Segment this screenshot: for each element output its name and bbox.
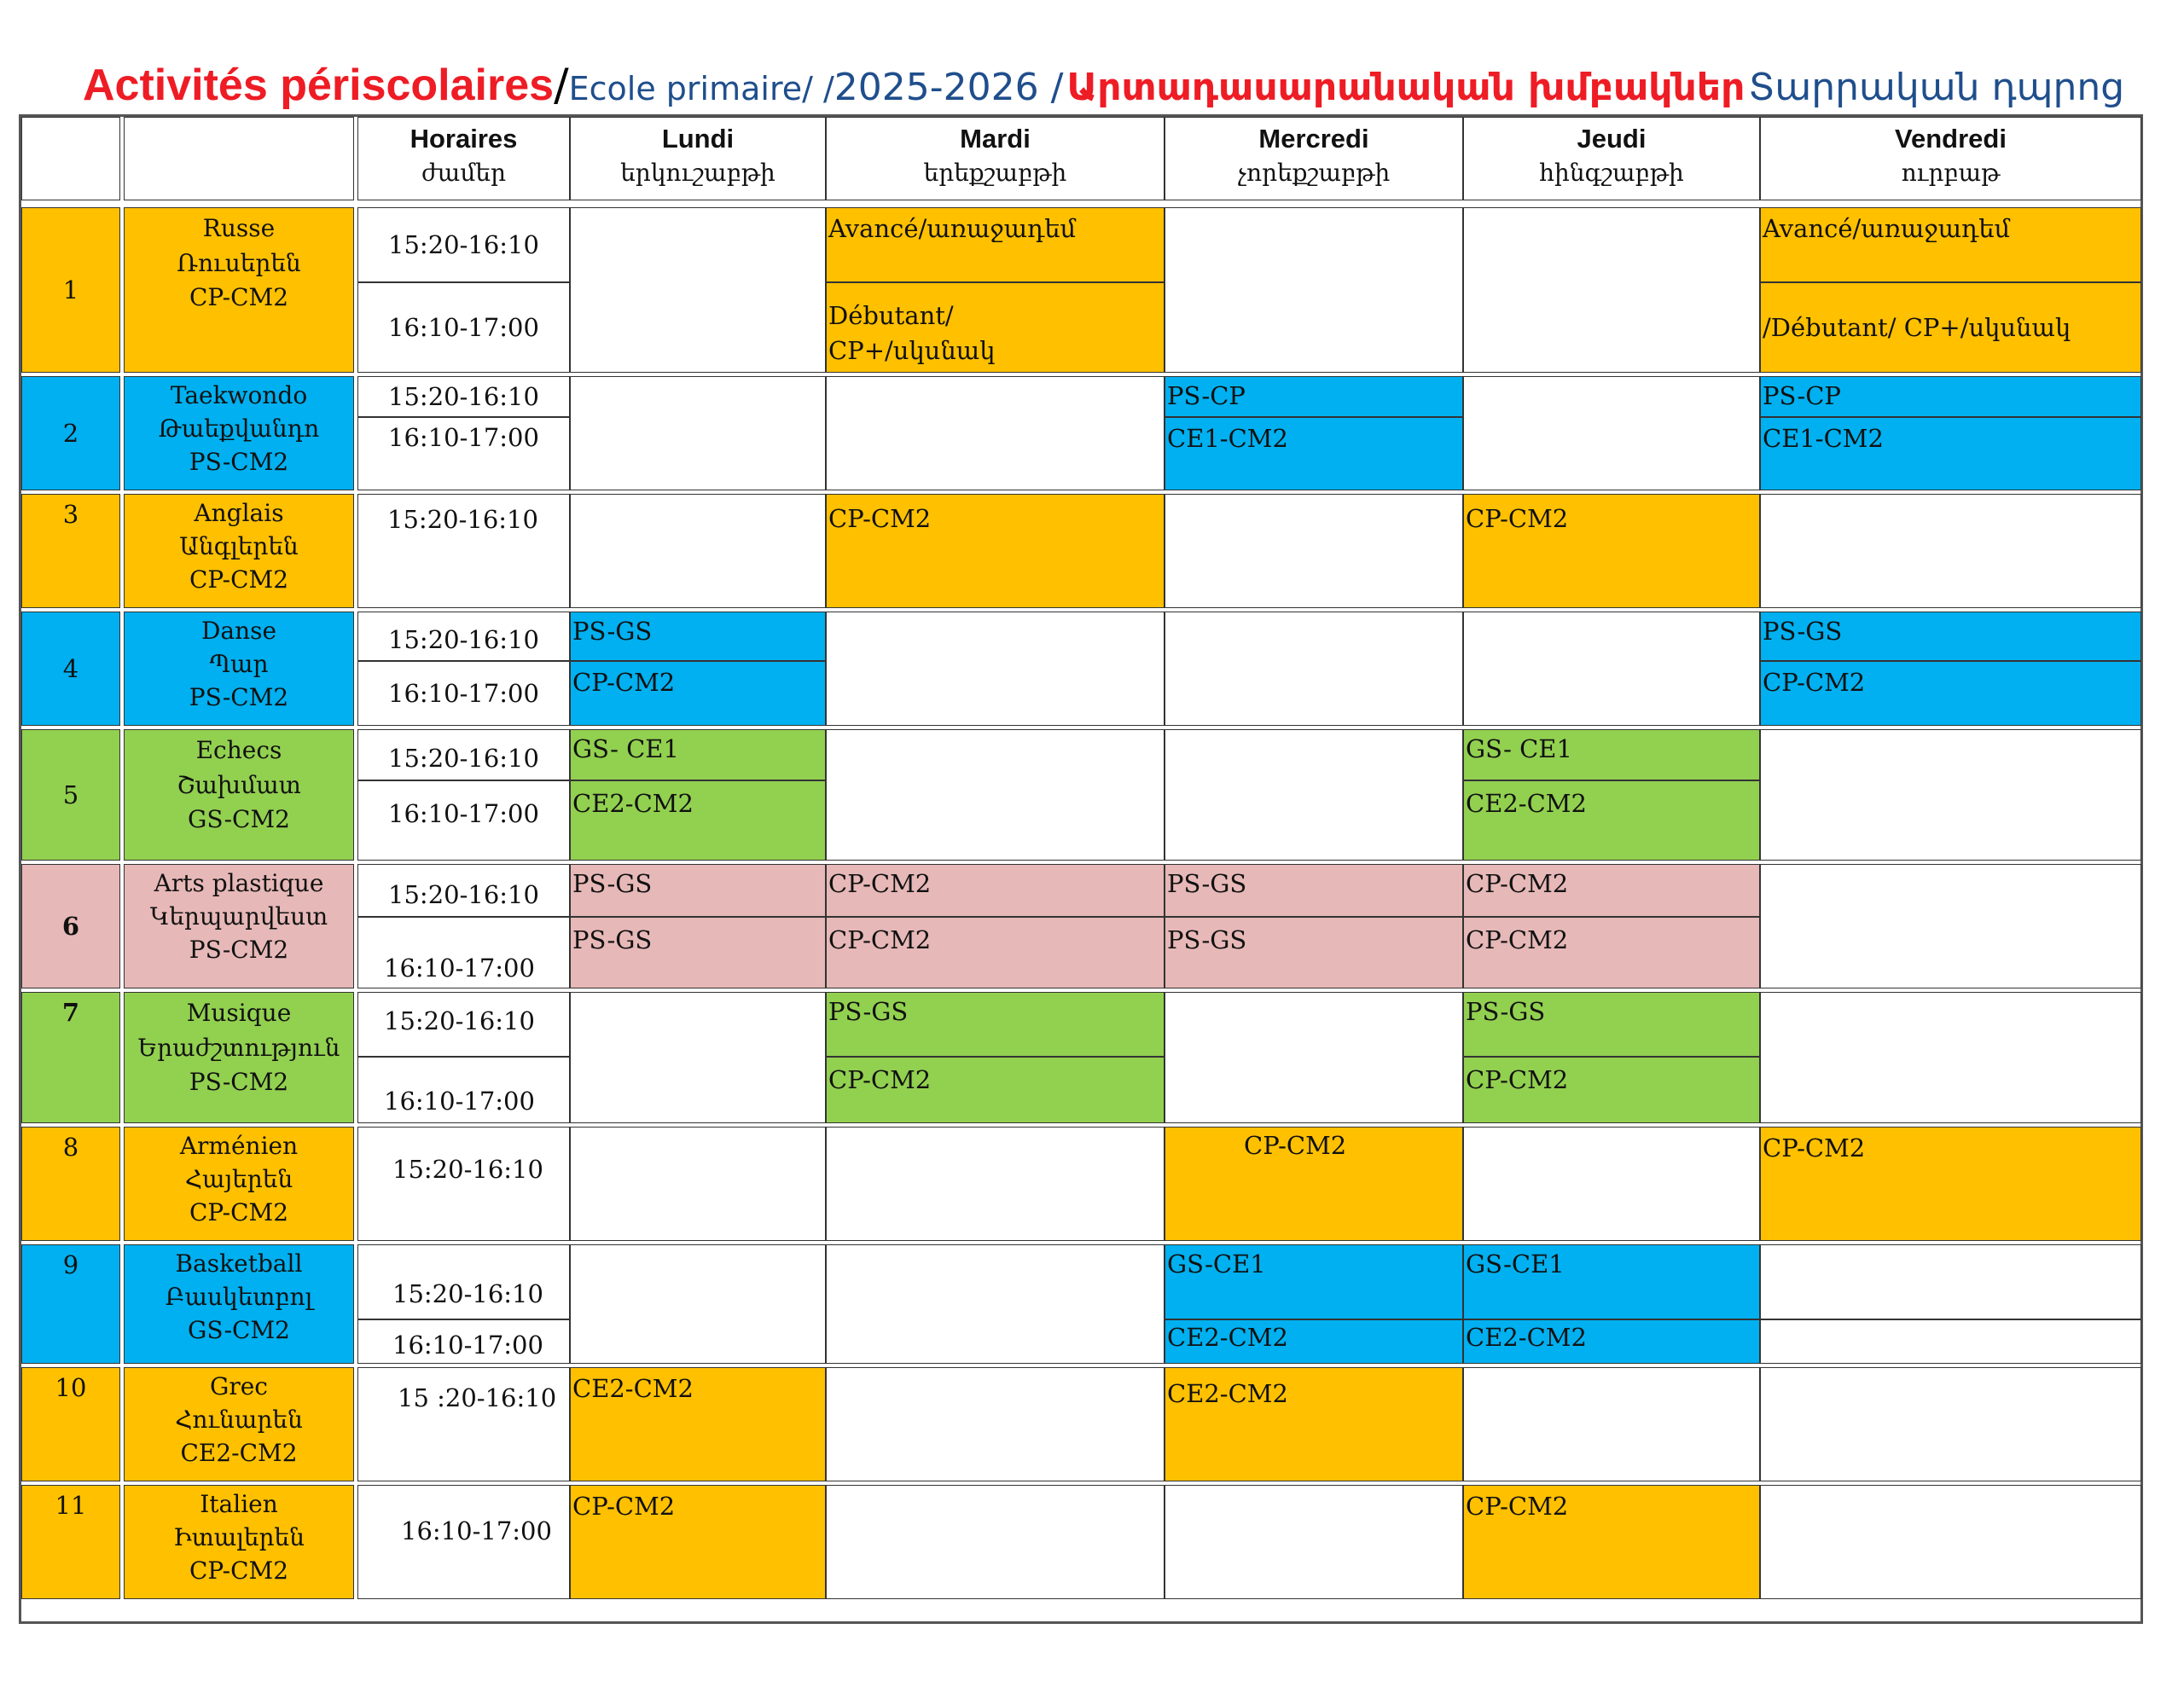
activity-am: Երաժշտություն xyxy=(137,1033,340,1062)
activity-cell xyxy=(124,207,354,373)
activity-level: CP-CM2 xyxy=(189,565,289,594)
title-year: 2025-2026 / xyxy=(834,66,1064,109)
activity-level: GS-CM2 xyxy=(188,805,290,834)
row-number: 3 xyxy=(21,494,120,608)
empty-cell xyxy=(1165,494,1463,608)
empty-cell xyxy=(1760,1485,2141,1599)
schedule-cell: CP-CM2 xyxy=(1760,661,2141,726)
schedule-cell: CP-CM2 xyxy=(826,917,1165,988)
time-slot: 15:20-16:10 xyxy=(357,864,570,917)
schedule-cell: GS- CE1 xyxy=(570,729,826,780)
row-number: 10 xyxy=(21,1367,120,1481)
time-slot: 15:20-16:10 xyxy=(357,494,570,608)
activity-cell xyxy=(124,1127,354,1241)
activity-cell xyxy=(124,729,354,861)
empty-cell xyxy=(1165,207,1463,373)
activity-am: Ռուսերեն xyxy=(177,248,301,277)
schedule-cell: CE2-CM2 xyxy=(570,1367,826,1481)
empty-cell xyxy=(1760,494,2141,608)
activity-cell xyxy=(124,1485,354,1599)
time-slot: 15:20-16:10 xyxy=(357,376,570,417)
activity-am: Անգլերեն xyxy=(179,532,299,561)
activity-level: PS-CM2 xyxy=(189,936,289,965)
row-number: 5 xyxy=(21,729,120,861)
activity-cell xyxy=(124,992,354,1123)
header-lundi xyxy=(570,117,826,200)
schedule-cell: PS-GS xyxy=(826,992,1165,1057)
time-slot: 16:10-17:00 xyxy=(357,1485,570,1599)
activity-level: CP-CM2 xyxy=(189,1198,289,1227)
activity-fr: Echecs xyxy=(195,736,282,764)
activity-fr: Taekwondo xyxy=(170,381,308,409)
empty-cell xyxy=(1760,992,2141,1123)
title-ecole: Ecole primaire/ / xyxy=(568,70,834,107)
activity-cell xyxy=(124,376,354,490)
schedule-cell: CP-CM2 xyxy=(826,864,1165,917)
schedule-cell: CP-CM2 xyxy=(826,494,1165,608)
schedule-cell: CP-CM2 xyxy=(1463,1485,1760,1599)
time-slot: 16:10-17:00 xyxy=(357,917,570,988)
activity-fr: Anglais xyxy=(194,499,284,527)
schedule-cell: CP-CM2 xyxy=(570,661,826,726)
activity-fr: Basketball xyxy=(175,1249,303,1278)
empty-cell xyxy=(1463,207,1760,373)
empty-cell xyxy=(1760,864,2141,988)
schedule-cell: PS-GS xyxy=(1165,917,1463,988)
activity-level: CE2-CM2 xyxy=(180,1439,298,1468)
header-horaires xyxy=(357,117,570,200)
schedule-cell: CE2-CM2 xyxy=(570,780,826,861)
time-slot: 15 :20-16:10 xyxy=(357,1367,570,1481)
schedule-table xyxy=(19,114,2143,1624)
title-armenian-school: Տարրական դպրոց xyxy=(1748,66,2125,109)
schedule-cell: CP-CM2 xyxy=(570,1485,826,1599)
schedule-cell: CE2-CM2 xyxy=(1463,780,1760,861)
time-slot: 15:20-16:10 xyxy=(357,1244,570,1319)
activity-level: PS-CM2 xyxy=(189,448,289,477)
time-slot: 15:20-16:10 xyxy=(357,207,570,282)
activity-level: PS-CM2 xyxy=(189,683,289,712)
header-horaires-fr: Horaires xyxy=(410,124,518,154)
row-number: 11 xyxy=(21,1485,120,1599)
schedule-cell: CE1-CM2 xyxy=(1760,417,2141,490)
time-slot: 16:10-17:00 xyxy=(357,1319,570,1364)
activity-am: Բասկետբոլ xyxy=(165,1283,313,1312)
empty-cell xyxy=(1165,992,1463,1123)
activity-fr: Arménien xyxy=(179,1132,299,1160)
schedule-cell: CP-CM2 xyxy=(1760,1127,2141,1241)
activity-am: Թաեքվանդո xyxy=(158,415,320,443)
schedule-cell: PS-CP xyxy=(1165,376,1463,417)
activity-am: Իտալերեն xyxy=(173,1523,305,1552)
schedule-line: /Débutant/ CP+/սկսնակ xyxy=(1763,313,2071,342)
header-activity-cell xyxy=(124,117,354,200)
schedule-cell: CP-CM2 xyxy=(1463,917,1760,988)
schedule-cell: CP-CM2 xyxy=(1165,1127,1463,1241)
empty-cell xyxy=(1463,376,1760,490)
empty-cell xyxy=(1463,1367,1760,1481)
row-number: 1 xyxy=(21,207,120,373)
schedule-cell: CE1-CM2 xyxy=(1165,417,1463,490)
header-lundi-am: երկուշաբթի xyxy=(620,158,775,187)
activity-level: CP-CM2 xyxy=(189,1557,289,1586)
row-number: 7 xyxy=(21,992,120,1123)
empty-cell xyxy=(570,1127,826,1241)
activity-level: CP-CM2 xyxy=(189,283,289,312)
empty-cell xyxy=(1463,1127,1760,1241)
header-lundi-fr: Lundi xyxy=(661,124,735,154)
header-vendredi xyxy=(1760,117,2141,200)
schedule-cell: CP-CM2 xyxy=(826,1057,1165,1123)
activity-am: Պար xyxy=(209,650,269,679)
row-number: 4 xyxy=(21,612,120,726)
time-slot: 15:20-16:10 xyxy=(357,992,570,1057)
activity-level: PS-CM2 xyxy=(189,1068,289,1097)
schedule-cell: PS-GS xyxy=(570,917,826,988)
empty-cell xyxy=(826,1367,1165,1481)
schedule-cell: PS-GS xyxy=(1165,864,1463,917)
title-armenian: Արտադասարանական խմբակներ xyxy=(1066,66,1745,109)
schedule-cell: Avancé/առաջադեմ xyxy=(1760,207,2141,282)
activity-am: Հայերեն xyxy=(184,1165,293,1194)
header-horaires-am: ժամեր xyxy=(421,158,506,187)
header-jeudi-fr: Jeudi xyxy=(1577,124,1647,154)
schedule-cell: CP-CM2 xyxy=(1463,1057,1760,1123)
empty-cell xyxy=(1165,729,1463,861)
schedule-cell: GS-CE1 xyxy=(1463,1244,1760,1319)
time-slot: 15:20-16:10 xyxy=(357,1127,570,1241)
schedule-cell xyxy=(826,282,1165,373)
row-number: 6 xyxy=(21,864,120,988)
empty-cell xyxy=(570,1244,826,1364)
activity-am: Կերպարվեստ xyxy=(149,902,328,931)
schedule-cell: PS-GS xyxy=(1463,992,1760,1057)
schedule-cell: PS-GS xyxy=(570,864,826,917)
header-jeudi-am: հինգշաբթի xyxy=(1539,158,1684,187)
header-mercredi-fr: Mercredi xyxy=(1258,124,1369,154)
time-slot: 16:10-17:00 xyxy=(357,661,570,726)
header-num-cell xyxy=(21,117,120,200)
schedule-cell: GS-CE1 xyxy=(1165,1244,1463,1319)
time-slot: 16:10-17:00 xyxy=(357,417,570,490)
schedule-cell: CE2-CM2 xyxy=(1165,1319,1463,1364)
activity-cell xyxy=(124,494,354,608)
row-number: 2 xyxy=(21,376,120,490)
schedule-cell: PS-GS xyxy=(570,612,826,661)
time-slot: 16:10-17:00 xyxy=(357,282,570,373)
activity-level: GS-CM2 xyxy=(188,1316,290,1345)
empty-cell xyxy=(1760,1367,2141,1481)
empty-cell xyxy=(1165,612,1463,726)
activity-cell xyxy=(124,1244,354,1364)
time-slot: 15:20-16:10 xyxy=(357,729,570,780)
empty-cell xyxy=(826,729,1165,861)
schedule-line: CP+/սկսնակ xyxy=(828,335,996,365)
time-slot: 16:10-17:00 xyxy=(357,780,570,861)
activity-cell xyxy=(124,612,354,726)
activity-am: Հունարեն xyxy=(175,1406,303,1435)
activity-fr: Italien xyxy=(200,1490,278,1518)
schedule-cell: CP-CM2 xyxy=(1463,494,1760,608)
empty-cell xyxy=(570,207,826,373)
activity-cell xyxy=(124,1367,354,1481)
empty-cell xyxy=(1760,1244,2141,1319)
empty-cell xyxy=(826,376,1165,490)
activity-fr: Arts plastique xyxy=(154,869,324,897)
empty-cell xyxy=(1463,612,1760,726)
empty-cell xyxy=(570,376,826,490)
row-number: 9 xyxy=(21,1244,120,1364)
schedule-cell: PS-CP xyxy=(1760,376,2141,417)
empty-cell xyxy=(570,494,826,608)
schedule-cell: CP-CM2 xyxy=(1463,864,1760,917)
empty-cell xyxy=(1165,1485,1463,1599)
header-mercredi xyxy=(1165,117,1463,200)
schedule-cell xyxy=(1760,282,2141,373)
page-title xyxy=(83,51,2164,119)
header-mardi xyxy=(826,117,1165,200)
title-activites: Activités périscolaires xyxy=(83,61,555,110)
header-mardi-am: երեքշաբթի xyxy=(923,158,1067,187)
schedule-cell: CE2-CM2 xyxy=(1463,1319,1760,1364)
schedule-cell: CE2-CM2 xyxy=(1165,1367,1463,1481)
time-slot: 15:20-16:10 xyxy=(357,612,570,661)
schedule-line: Débutant/ xyxy=(828,301,954,330)
empty-cell xyxy=(826,1127,1165,1241)
empty-cell xyxy=(826,612,1165,726)
activity-fr: Grec xyxy=(209,1372,268,1400)
schedule-cell: GS- CE1 xyxy=(1463,729,1760,780)
header-vendredi-am: ուրբաթ xyxy=(1901,158,2001,187)
empty-cell xyxy=(570,992,826,1123)
activity-am: Շախմատ xyxy=(177,770,301,799)
title-slash: / xyxy=(554,60,569,111)
activity-fr: Danse xyxy=(200,617,277,645)
header-vendredi-fr: Vendredi xyxy=(1895,124,2007,154)
schedule-cell: Avancé/առաջադեմ xyxy=(826,207,1165,282)
header-mercredi-am: չորեքշաբթի xyxy=(1237,158,1391,187)
activity-fr: Musique xyxy=(186,999,292,1027)
empty-cell xyxy=(826,1485,1165,1599)
empty-cell xyxy=(1760,729,2141,861)
header-jeudi xyxy=(1463,117,1760,200)
row-number: 8 xyxy=(21,1127,120,1241)
schedule-cell: PS-GS xyxy=(1760,612,2141,661)
time-slot: 16:10-17:00 xyxy=(357,1057,570,1123)
empty-cell xyxy=(1760,1319,2141,1364)
activity-fr: Russe xyxy=(202,214,276,242)
header-mardi-fr: Mardi xyxy=(960,124,1031,154)
activity-cell xyxy=(124,864,354,988)
empty-cell xyxy=(826,1244,1165,1364)
